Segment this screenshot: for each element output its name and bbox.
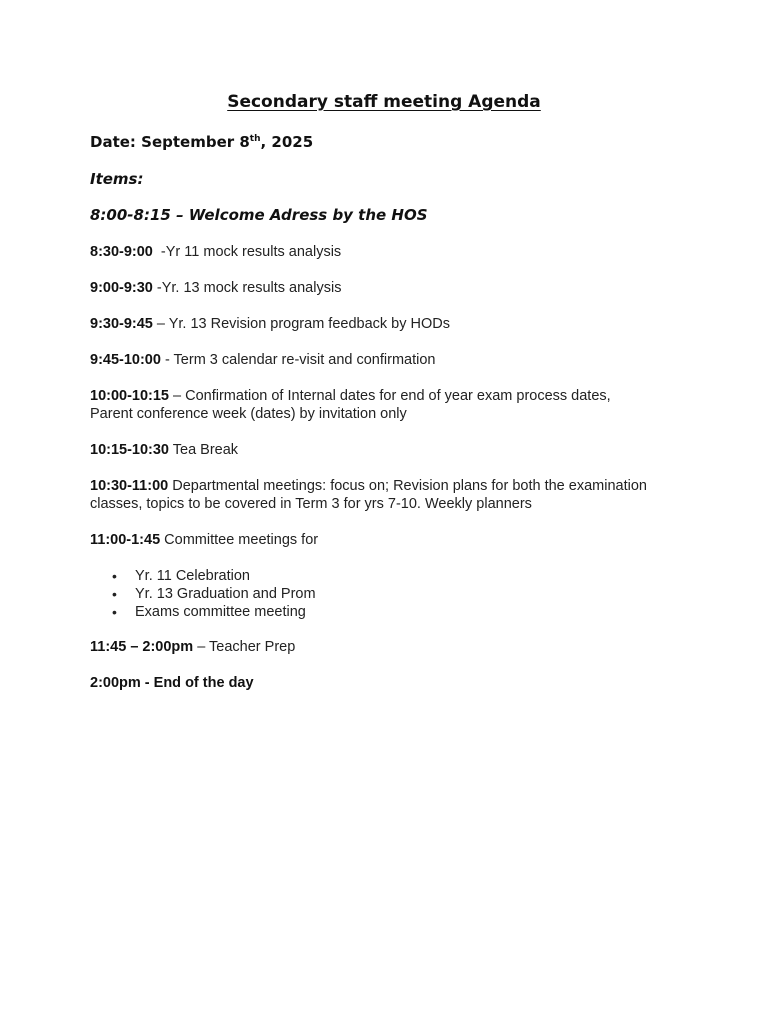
agenda-item-text: -Yr 11 mock results analysis (152, 244, 342, 260)
agenda-item-text: -Yr. 13 mock results analysis (152, 280, 342, 296)
agenda-item-text: Committee meetings for (160, 532, 319, 548)
date-prefix: Date: September 8 (90, 133, 250, 151)
agenda-item (90, 531, 690, 549)
agenda-item-text: – Confirmation of Internal dates for end of year exam process dates, Parent conference week (dates) by invitation only (90, 388, 615, 422)
agenda-item (90, 351, 690, 369)
agenda-item-teacher-prep (90, 638, 690, 656)
agenda-item-time: 9:30-9:45 (90, 316, 153, 332)
page-title: Secondary staff meeting Agenda (227, 92, 541, 112)
agenda-item (90, 477, 680, 513)
agenda-item-text: Departmental meetings: focus on; Revision plans for both the examination classes, topics to be covered in Term 3 for yrs 7-10. Weekly planners (90, 478, 651, 512)
agenda-item-time: 10:30-11:00 (90, 478, 169, 494)
agenda-item-text: – Yr. 13 Revision program feedback by HODs (152, 316, 450, 332)
list-item (90, 567, 316, 585)
agenda-item (90, 387, 650, 423)
committee-label: Yr. 13 Graduation and Prom (135, 586, 316, 602)
agenda-item (90, 315, 690, 333)
agenda-item-text: – Teacher Prep (193, 639, 296, 655)
committee-list (90, 567, 316, 621)
agenda-item-time: 8:30-9:00 (90, 244, 153, 260)
bullet-icon: • (112, 568, 117, 584)
agenda-item-welcome: 8:00-8:15 – Welcome Adress by the HOS (90, 206, 428, 224)
agenda-item-time: 11:00-1:45 (90, 532, 161, 548)
bullet-icon: • (112, 604, 117, 620)
agenda-item (90, 441, 690, 459)
agenda-item-text: - Term 3 calendar re-visit and confirmation (160, 352, 436, 368)
committee-label: Yr. 11 Celebration (135, 568, 250, 584)
agenda-item (90, 243, 690, 261)
agenda-item (90, 279, 690, 297)
agenda-item-end-of-day (90, 674, 690, 692)
agenda-item-time: 10:15-10:30 (90, 442, 169, 458)
agenda-item-time: 9:00-9:30 (90, 280, 153, 296)
list-item (90, 603, 316, 621)
date-year: , 2025 (260, 133, 314, 151)
agenda-item-time: 9:45-10:00 (90, 352, 161, 368)
date-ordinal-suffix: th (249, 134, 261, 144)
agenda-item-time: 10:00-10:15 (90, 388, 169, 404)
agenda-item-time: 11:45 – 2:00pm (90, 639, 194, 655)
end-of-day-label: 2:00pm - End of the day (90, 675, 254, 691)
bullet-icon: • (112, 586, 117, 602)
meeting-date (90, 133, 313, 151)
agenda-item-text: Tea Break (169, 442, 239, 458)
committee-label: Exams committee meeting (135, 604, 306, 620)
list-item (90, 585, 316, 603)
items-heading: Items: (90, 170, 144, 188)
